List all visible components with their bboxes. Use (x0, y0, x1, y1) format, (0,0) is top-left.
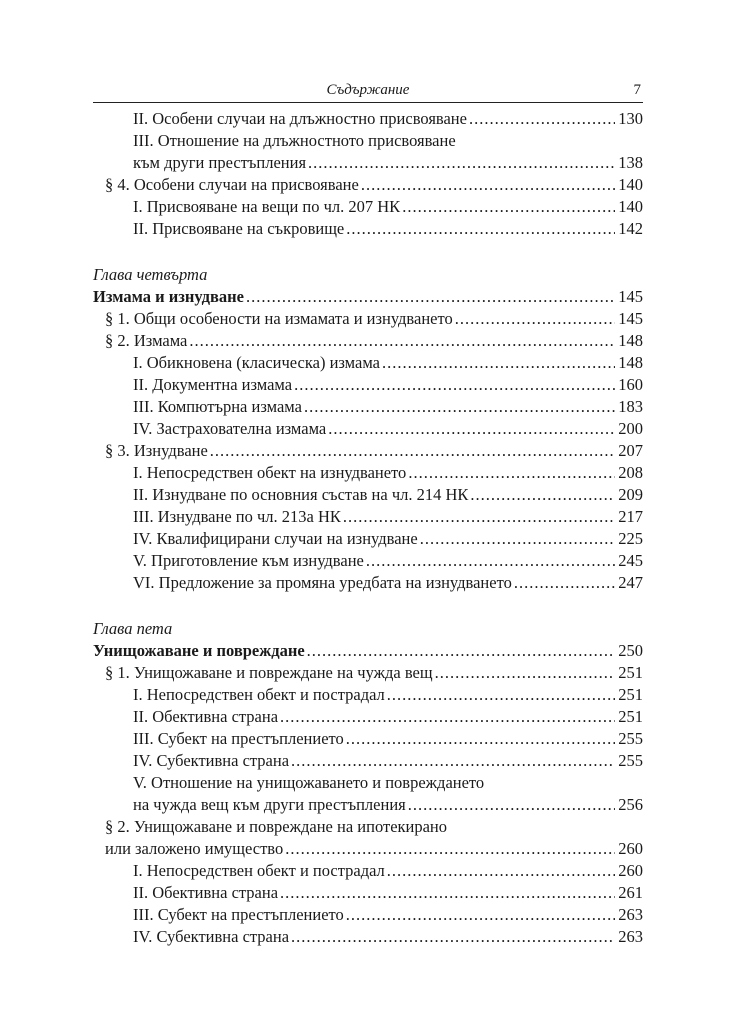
toc-entry-title: § 4. Особени случаи на присвояване (105, 175, 359, 194)
header-title: Съдържание (326, 82, 410, 98)
toc-entry-page-number: 209 (618, 485, 643, 504)
chapter-label: Глава четвърта (93, 265, 208, 284)
toc-entry[interactable] (93, 640, 643, 662)
toc-entry-page-number: 148 (618, 353, 643, 372)
toc-entry-page-number: 148 (618, 331, 643, 350)
toc-entry-title: I. Непосредствен обект и пострадал (133, 861, 385, 880)
toc-entry-title: Измама и изнудване (93, 287, 244, 306)
dot-leader (346, 728, 615, 750)
toc-entry-title: III. Компютърна измама (133, 397, 302, 416)
toc-entry-title: III. Субект на престъплението (133, 729, 344, 748)
dot-leader (346, 904, 615, 926)
toc-entry[interactable] (93, 506, 643, 528)
toc-entry-title: V. Приготовление към изнудване (133, 551, 364, 570)
toc-entry-title: III. Отношение на длъжностното присвояване (133, 131, 456, 150)
dot-leader (308, 152, 615, 174)
toc-entry-page-number: 251 (618, 685, 643, 704)
toc-entry-title: IV. Субективна страна (133, 751, 290, 770)
dot-leader (514, 572, 615, 594)
dot-leader (246, 286, 615, 308)
toc-entry-title: Унищожаване и повреждане (93, 641, 305, 660)
toc-entry[interactable] (93, 130, 643, 152)
chapter-label: Глава пета (93, 619, 173, 638)
toc-entry-page-number: 263 (618, 927, 643, 946)
toc-entry-page-number: 260 (618, 839, 643, 858)
toc-entry-title: VI. Предложение за промяна уредбата на изнудването (133, 573, 512, 592)
toc-entry-page-number: 207 (618, 441, 643, 460)
toc-entry-page-number: 140 (618, 197, 643, 216)
toc-entry-page-number: 183 (618, 397, 643, 416)
toc-entry-page-number: 140 (618, 175, 643, 194)
toc-entry-page-number: 256 (618, 795, 643, 814)
toc-entry-page-number: 263 (618, 905, 643, 924)
section-gap (93, 240, 643, 264)
toc-entry[interactable] (93, 330, 643, 352)
toc-entry[interactable] (93, 750, 643, 772)
toc-entry[interactable] (93, 926, 643, 948)
toc-entry-page-number: 251 (618, 707, 643, 726)
toc-entry[interactable] (93, 684, 643, 706)
toc-entry[interactable] (93, 308, 643, 330)
toc-entry[interactable] (93, 528, 643, 550)
toc-entry-title: II. Обективна страна (133, 707, 279, 726)
toc-entry-title: II. Обективна страна (133, 883, 279, 902)
dot-leader (435, 662, 616, 684)
dot-leader (343, 506, 615, 528)
toc-entry-page-number: 130 (618, 109, 643, 128)
dot-leader (455, 308, 616, 330)
dot-leader (285, 838, 615, 860)
toc-entry[interactable] (93, 196, 643, 218)
toc-entry-title: § 2. Унищожаване и повреждане на ипотекирано (105, 817, 448, 836)
toc-entry[interactable] (93, 352, 643, 374)
toc-entry-title: II. Особени случаи на длъжностно присвояване (133, 109, 467, 128)
dot-leader (387, 860, 615, 882)
toc-entry-page-number: 225 (618, 529, 643, 548)
dot-leader (307, 640, 616, 662)
toc-entry[interactable] (93, 904, 643, 926)
toc-entry-title: I. Обикновена (класическа) измама (133, 353, 380, 372)
toc-entry[interactable] (93, 860, 643, 882)
toc-entry[interactable] (93, 838, 643, 860)
dot-leader (291, 926, 615, 948)
toc-entry[interactable] (93, 174, 643, 196)
dot-leader (408, 462, 615, 484)
toc-entry[interactable] (93, 152, 643, 174)
dot-leader (366, 550, 615, 572)
toc-entry[interactable] (93, 484, 643, 506)
toc-entry[interactable] (93, 462, 643, 484)
toc-entry[interactable] (93, 706, 643, 728)
toc-entry-page-number: 160 (618, 375, 643, 394)
dot-leader (294, 374, 615, 396)
toc-entry-page-number: 260 (618, 861, 643, 880)
toc-entry-page-number: 245 (618, 551, 643, 570)
toc-entry-title: на чужда вещ към други престъпления (133, 795, 406, 814)
toc-entry-title: § 3. Изнудване (105, 441, 208, 460)
toc-entry-page-number: 251 (618, 663, 643, 682)
toc-entry[interactable] (93, 374, 643, 396)
toc-entry-title: § 1. Общи особености на измамата и изнудването (105, 309, 453, 328)
dot-leader (280, 882, 615, 904)
toc-entry[interactable] (93, 572, 643, 594)
toc-entry-title: I. Непосредствен обект и пострадал (133, 685, 385, 704)
toc-entry-title: IV. Застрахователна измама (133, 419, 327, 438)
toc-entry-page-number: 255 (618, 751, 643, 770)
toc-entry-title: IV. Квалифицирани случаи на изнудване (133, 529, 418, 548)
toc-entry[interactable] (93, 218, 643, 240)
toc-entry-page-number: 261 (618, 883, 643, 902)
dot-leader (189, 330, 615, 352)
toc-entry-page-number: 217 (618, 507, 643, 526)
toc-entry[interactable] (93, 396, 643, 418)
toc-entry-title: II. Присвояване на съкровище (133, 219, 345, 238)
toc-entry-title: III. Субект на престъплението (133, 905, 344, 924)
toc-entry-page-number: 250 (618, 641, 643, 660)
section-gap (93, 594, 643, 618)
running-header (93, 80, 643, 103)
toc-entry[interactable] (93, 728, 643, 750)
dot-leader (408, 794, 616, 816)
toc-entry-page-number: 145 (618, 287, 643, 306)
dot-leader (402, 196, 615, 218)
toc-entry[interactable] (93, 286, 643, 308)
toc-entry-page-number: 145 (618, 309, 643, 328)
dot-leader (469, 108, 615, 130)
toc-entry-title: или заложено имущество (105, 839, 284, 858)
dot-leader (387, 684, 615, 706)
toc-entry[interactable] (93, 550, 643, 572)
dot-leader (470, 484, 615, 506)
dot-leader (280, 706, 615, 728)
toc-entry-title: § 2. Измама (105, 331, 188, 350)
toc-entry[interactable] (93, 662, 643, 684)
toc-entry-page-number: 247 (618, 573, 643, 592)
dot-leader (420, 528, 616, 550)
toc-entry[interactable] (93, 440, 643, 462)
dot-leader (291, 750, 615, 772)
toc-entry[interactable] (93, 772, 643, 794)
toc-entry-title: I. Присвояване на вещи по чл. 207 НК (133, 197, 401, 216)
toc-entry-title: II. Изнудване по основния състав на чл. 214 НК (133, 485, 469, 504)
dot-leader (328, 418, 615, 440)
toc-entry-title: III. Изнудване по чл. 213а НК (133, 507, 341, 526)
toc-entry-page-number: 208 (618, 463, 643, 482)
toc-entry-title: към други престъпления (133, 153, 307, 172)
dot-leader (346, 218, 615, 240)
toc-entry-page-number: 200 (618, 419, 643, 438)
dot-leader (304, 396, 615, 418)
toc-entry-page-number: 138 (618, 153, 643, 172)
toc-entry[interactable] (93, 418, 643, 440)
table-of-contents (93, 108, 643, 948)
toc-entry[interactable] (93, 794, 643, 816)
toc-entry-title: IV. Субективна страна (133, 927, 290, 946)
toc-entry-title: § 1. Унищожаване и повреждане на чужда вещ (105, 663, 433, 682)
header-page-number: 7 (633, 82, 641, 98)
toc-entry-title: I. Непосредствен обект на изнудването (133, 463, 407, 482)
toc-entry-title: II. Документна измама (133, 375, 293, 394)
toc-entry[interactable] (93, 816, 643, 838)
dot-leader (210, 440, 615, 462)
toc-entry-page-number: 255 (618, 729, 643, 748)
toc-entry-title: V. Отношение на унищожаването и повреждането (133, 773, 485, 792)
toc-entry[interactable] (93, 108, 643, 130)
dot-leader (361, 174, 615, 196)
dot-leader (382, 352, 615, 374)
toc-entry-page-number: 142 (618, 219, 643, 238)
toc-entry[interactable] (93, 882, 643, 904)
